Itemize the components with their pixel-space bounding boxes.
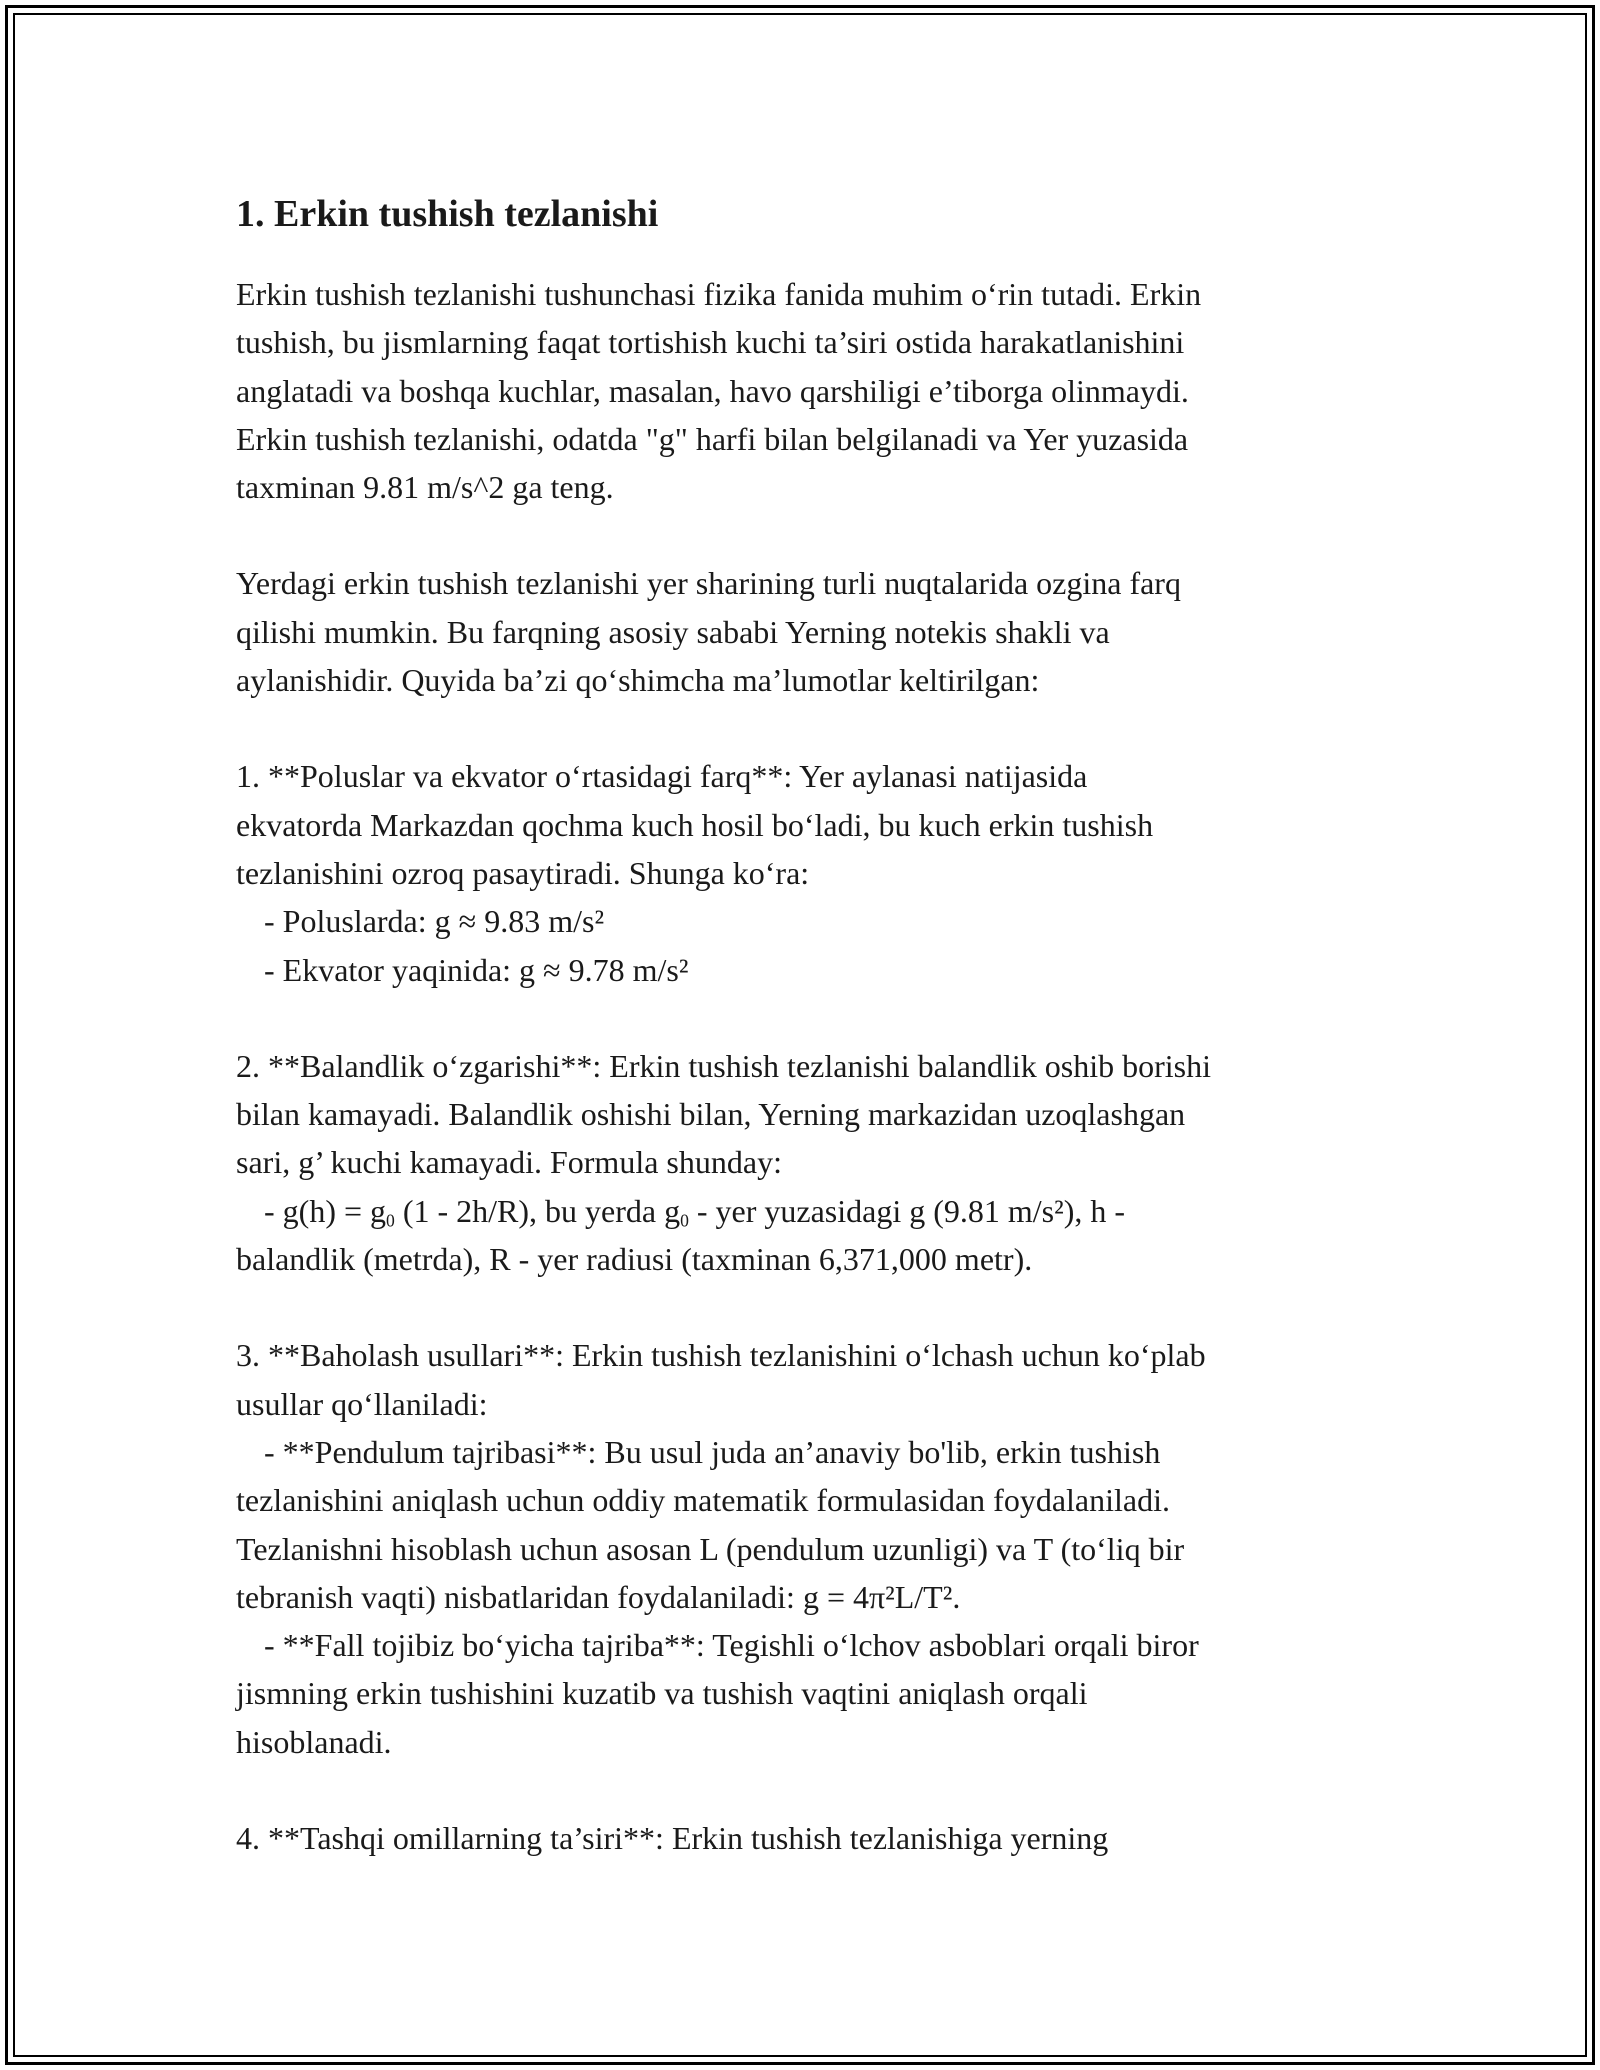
list-item-methods — [236, 1331, 1366, 1766]
subscript: 0 — [386, 1210, 395, 1231]
text-line: tezlanishini aniqlash uchun oddiy matematik formulasidan foydalaniladi. — [236, 1482, 1170, 1519]
document-body — [236, 188, 1366, 1910]
text-line: Erkin tushish tezlanishi, odatda "g" harfi bilan belgilanadi va Yer yuzasida — [236, 420, 1189, 457]
text-line: sari, g’ kuchi kamayadi. Formula shunday: — [236, 1144, 782, 1181]
bullet-pendulum: - **Pendulum tajribasi**: Bu usul juda an’anaviy bo'lib, erkin tushish — [264, 1433, 1161, 1470]
formula-line — [236, 1187, 1366, 1235]
text-line: balandlik (metrda), R - yer radiusi (taxminan 6,371,000 metr). — [236, 1241, 1033, 1278]
text-line: Erkin tushish tezlanishi tushunchasi fizika fanida muhim o‘rin tutadi. Erkin — [236, 276, 1202, 312]
text-line: Tezlanishni hisoblash uchun asosan L (pendulum uzunligi) va T (to‘liq bir — [236, 1530, 1185, 1567]
section-heading: 1. Erkin tushish tezlanishi — [236, 193, 659, 235]
text-line: 2. **Balandlik o‘zgarishi**: Erkin tushish tezlanishi balandlik oshib borishi — [236, 1047, 1211, 1084]
formula-text: - g(h) = g — [264, 1192, 387, 1229]
intro-paragraph — [236, 270, 1366, 511]
text-line: Yerdagi erkin tushish tezlanishi yer sharining turli nuqtalarida ozgina farq — [236, 565, 1181, 602]
text-line: 3. **Baholash usullari**: Erkin tushish tezlanishini o‘lchash uchun ko‘plab — [236, 1337, 1206, 1374]
text-line: tebranish vaqti) nisbatlaridan foydalaniladi: g = 4π²L/T². — [236, 1578, 961, 1615]
bullet-poles-value: - Poluslarda: g ≈ 9.83 m/s² — [264, 903, 605, 940]
text-line: jismning erkin tushishini kuzatib va tushish vaqtini aniqlash orqali — [236, 1675, 1088, 1712]
text-line: anglatadi va boshqa kuchlar, masalan, havo qarshiligi e’tiborga olinmaydi. — [236, 372, 1189, 409]
formula-text: (1 - 2h/R), bu yerda g — [394, 1192, 681, 1229]
text-line: 1. **Poluslar va ekvator o‘rtasidagi farq**: Yer aylanasi natijasida — [236, 758, 1088, 795]
subscript: 0 — [680, 1210, 689, 1231]
text-line: 4. **Tashqi omillarning ta’siri**: Erkin tushish tezlanishiga yerning — [236, 1820, 1109, 1857]
bullet-equator-value: - Ekvator yaqinida: g ≈ 9.78 m/s² — [264, 951, 689, 988]
variation-paragraph — [236, 559, 1366, 704]
list-item-poles-equator — [236, 752, 1366, 993]
text-line: bilan kamayadi. Balandlik oshishi bilan, Yerning markazidan uzoqlashgan — [236, 1096, 1186, 1133]
text-line: aylanishidir. Quyida ba’zi qo‘shimcha ma’lumotlar keltirilgan: — [236, 662, 1040, 699]
list-item-external-factors — [236, 1814, 1366, 1862]
text-line: hisoblanadi. — [236, 1723, 392, 1760]
formula-text: - yer yuzasidagi g (9.81 m/s²), h - — [688, 1192, 1126, 1229]
text-line: tushish, bu jismlarning faqat tortishish kuchi ta’siri ostida harakatlanishini — [236, 324, 1185, 361]
bullet-fall-experiment: - **Fall tojibiz bo‘yicha tajriba**: Tegishli o‘lchov asboblari orqali biror — [264, 1627, 1199, 1664]
text-line: usullar qo‘llaniladi: — [236, 1385, 488, 1422]
text-line: qilishi mumkin. Bu farqning asosiy sababi Yerning notekis shakli va — [236, 613, 1110, 650]
text-line: taxminan 9.81 m/s^2 ga teng. — [236, 469, 614, 506]
text-line: tezlanishini ozroq pasaytiradi. Shunga ko‘ra: — [236, 854, 810, 891]
text-line: ekvatorda Markazdan qochma kuch hosil bo‘ladi, bu kuch erkin tushish — [236, 806, 1154, 843]
list-item-altitude — [236, 1042, 1366, 1283]
